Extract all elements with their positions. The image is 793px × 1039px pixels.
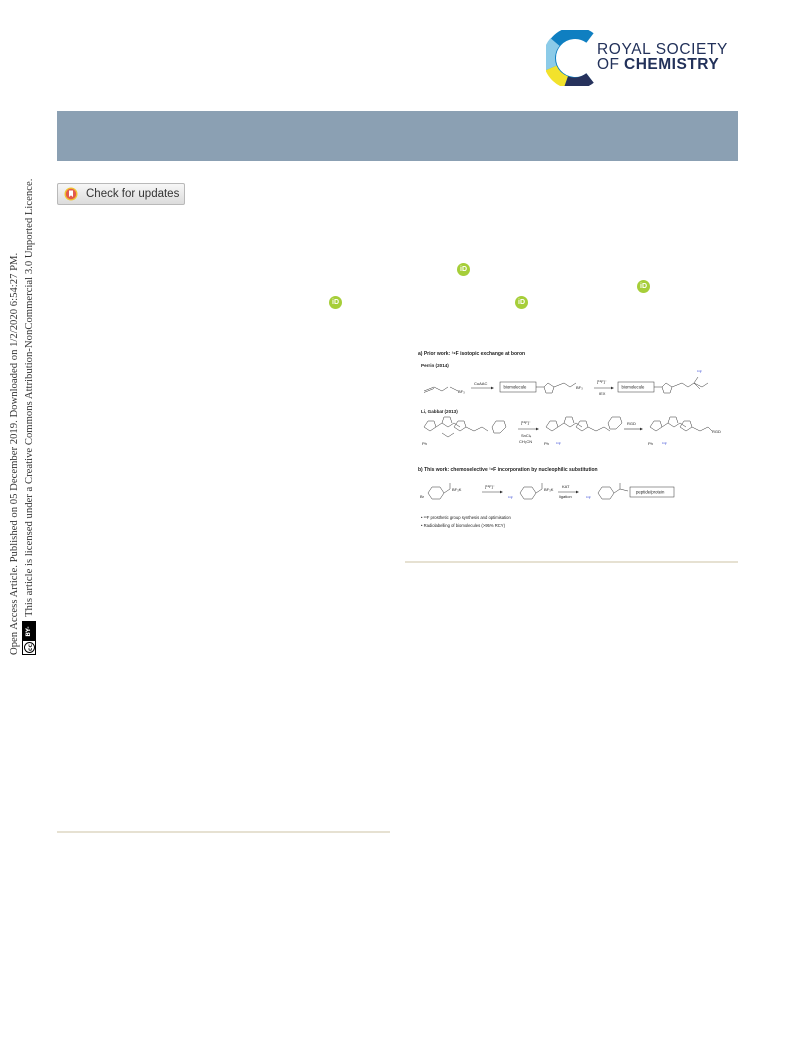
rgd-reagent: RGD (627, 421, 636, 426)
fluoropyridine-intermediate-structure (520, 483, 542, 499)
orcid-icon[interactable]: iD (329, 296, 342, 309)
perrin-reactant-bf3: BF₃ (458, 389, 465, 394)
figure-divider (405, 561, 738, 563)
publisher-name-line2-prefix: OF (597, 56, 625, 73)
fluoride-reagent: [¹⁸F]⁻ (521, 420, 531, 425)
publisher-name (597, 42, 728, 72)
ligation-label: ligation (559, 494, 572, 499)
check-for-updates-label: Check for updates (86, 188, 180, 200)
iex-label: IEX (599, 391, 606, 396)
license-notice[interactable]: This article is licensed under a Creative Commons Attribution-NonCommercial 3.0 Unported Licence. (23, 178, 35, 617)
product-18f-label: ¹⁸F (662, 442, 667, 446)
scheme-perrin-label: Perrin (2014) (421, 363, 449, 368)
cc-license-label: BY-NC (23, 622, 35, 641)
orcid-icon[interactable]: iD (457, 263, 470, 276)
bodipy-product-structure (650, 417, 712, 431)
sncl4-reagent: SnCl₄ (521, 433, 532, 438)
triazole-bf3: BF₃ (576, 385, 583, 390)
product-rgd-label: RGD (712, 429, 721, 434)
cc-icon: cc (24, 642, 35, 653)
check-for-updates-button[interactable] (57, 183, 185, 205)
conjugate-product-structure (598, 483, 628, 499)
peptide-protein-label: peptide/protein (636, 489, 665, 495)
publisher-name-line1: ROYAL SOCIETY (597, 41, 728, 58)
open-access-notice: Open Access Article. Published on 05 December 2019. Downloaded on 1/2/2020 6:54:27 PM. (8, 252, 20, 655)
product-18f-label: ¹⁸F (697, 370, 702, 374)
product-phenyl-label: Ph (648, 441, 653, 446)
intermediate-phenyl-label: Ph (544, 441, 549, 446)
reaction-arrowhead (536, 428, 539, 431)
pyridine-reactant-structure (428, 483, 450, 499)
scheme-bullet-1: • ¹⁸F prosthetic group synthesis and optimisation (421, 515, 511, 520)
publisher-emblem-icon (546, 30, 596, 86)
biomolecule-label: biomolecule (503, 384, 527, 390)
reaction-arrowhead (611, 387, 614, 390)
publisher-logo (546, 30, 741, 86)
bromo-label: Br (420, 494, 424, 499)
reaction-scheme-figure (418, 347, 730, 537)
bodipy-phenyl-label: Ph (422, 441, 427, 446)
scheme-part-b-heading: b) This work: chemoselective ¹⁸F incorporation by nucleophilic substitution (418, 467, 598, 473)
scheme-part-a-heading: a) Prior work: ¹⁸F isotopic exchange at boron (418, 351, 526, 357)
intermediate-18f-label: ¹⁸F (508, 496, 513, 500)
ch3cn-solvent: CH₃CN (519, 439, 533, 444)
cuaac-reagent: CuAAC (474, 381, 488, 386)
reaction-arrowhead (500, 491, 503, 494)
triazole-structure (536, 383, 576, 393)
perrin-reactant-structure (424, 387, 458, 393)
reaction-arrowhead (640, 428, 643, 431)
reaction-arrowhead (576, 491, 579, 494)
fluoride-reagent: [¹⁸F]⁻ (485, 484, 495, 489)
bodipy-reactant-structure (424, 417, 506, 437)
biomolecule-label: biomolecule (621, 384, 645, 390)
bodipy-intermediate-structure (546, 417, 622, 431)
scheme-li-gabbai-label: Li, Gabbaï (2013) (421, 409, 458, 414)
cc-license-badge[interactable] (22, 621, 44, 655)
licence-sidebar (6, 15, 44, 655)
fluoride-reagent: [¹⁸F]⁻ (597, 379, 607, 384)
orcid-icon[interactable]: iD (515, 296, 528, 309)
reaction-arrowhead (491, 387, 494, 390)
kat-reagent: KAT (562, 484, 570, 489)
intermediate-bf3k-label: BF₃K (544, 487, 554, 492)
journal-banner (57, 111, 738, 161)
labelled-product-structure (654, 377, 708, 393)
reactant-bf3k-label: BF₃K (452, 487, 462, 492)
scheme-bullet-2: • Radiolabelling of biomolecules (>95% RCY) (421, 523, 505, 528)
publisher-name-line2 (597, 57, 728, 72)
publisher-name-line2-bold: CHEMISTRY (624, 56, 720, 73)
bookmark-icon (64, 187, 78, 201)
column-divider (57, 831, 390, 833)
conjugate-18f-label: ¹⁸F (586, 496, 591, 500)
orcid-icon[interactable]: iD (637, 280, 650, 293)
intermediate-18f-label: ¹⁸F (556, 442, 561, 446)
